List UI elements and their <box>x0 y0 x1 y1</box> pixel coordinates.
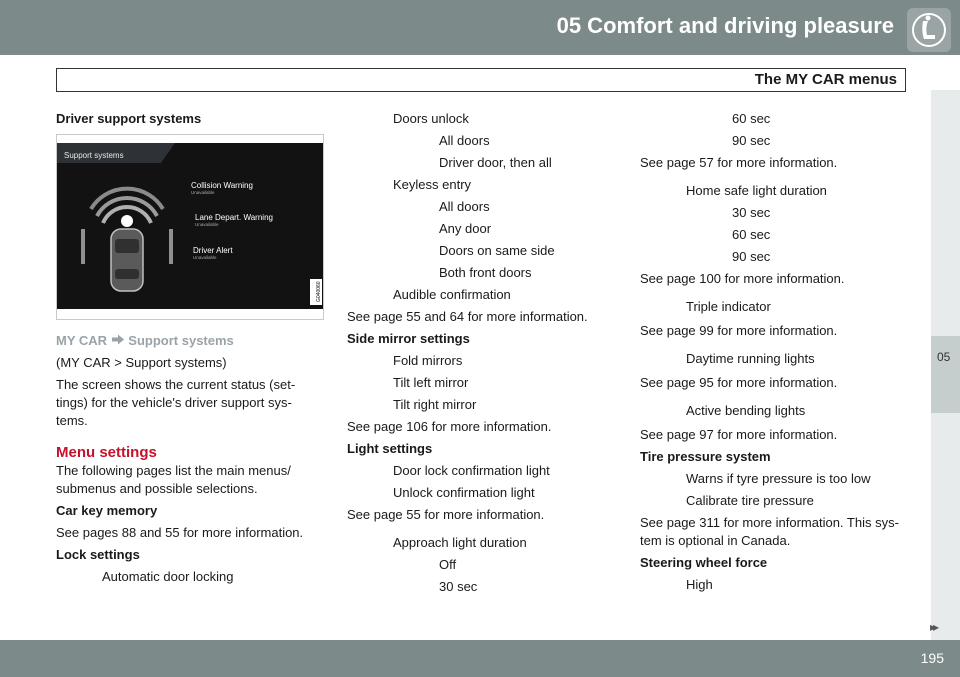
ref-page-100: See page 100 for more information. <box>640 271 845 286</box>
ref-page-55: See page 55 for more information. <box>347 507 545 522</box>
chapter-tab-label: 05 <box>937 350 951 364</box>
column-3 <box>640 110 915 594</box>
heading-driver-support: Driver support systems <box>56 111 202 126</box>
item-doors-unlock: Doors unlock <box>393 111 469 126</box>
ref-page-95: See page 95 for more information. <box>640 375 838 390</box>
ref-page-57: See page 57 for more information. <box>640 155 838 170</box>
item-warns-low-pressure: Warns if tyre pressure is too low <box>686 471 871 486</box>
option-high: High <box>686 577 713 592</box>
support-systems-description: The screen shows the current status (set-tings) for the vehicle's driver support sys-tems. <box>56 377 296 428</box>
feature-name: Lane Depart. Warning <box>195 213 273 222</box>
screen-display <box>57 143 323 309</box>
menu-path-text: (MY CAR > Support systems) <box>56 355 227 370</box>
ref-page-99: See page 99 for more information. <box>640 323 838 338</box>
feature-status: Unavailable <box>193 255 217 260</box>
section-title-bar <box>56 68 906 92</box>
heading-side-mirror-settings: Side mirror settings <box>347 331 470 346</box>
heading-steering-wheel-force: Steering wheel force <box>640 555 768 570</box>
feature-status: Unavailable <box>191 190 215 195</box>
chapter-tab-05[interactable] <box>931 336 960 413</box>
page-footer <box>0 640 960 677</box>
heading-tire-pressure-system: Tire pressure system <box>640 449 771 464</box>
crumb-my-car: MY CAR <box>56 333 108 348</box>
menu-settings-intro: The following pages list the main menus/ submenus and possible selections. <box>56 463 291 496</box>
item-home-safe-light: Home safe light duration <box>686 183 827 198</box>
image-reference-code: G040060 <box>310 279 322 305</box>
heading-light-settings: Light settings <box>347 441 433 456</box>
item-daytime-running-lights: Daytime running lights <box>686 351 815 366</box>
heading-car-key-memory: Car key memory <box>56 503 158 518</box>
item-tilt-right: Tilt right mirror <box>393 397 477 412</box>
item-door-lock-light: Door lock confirmation light <box>393 463 550 478</box>
option-90-sec: 90 sec <box>732 133 771 148</box>
option-any-door: Any door <box>439 221 492 236</box>
item-calibrate-tire-pressure: Calibrate tire pressure <box>686 493 814 508</box>
item-unlock-light: Unlock confirmation light <box>393 485 535 500</box>
column-1 <box>56 110 322 586</box>
item-approach-light: Approach light duration <box>393 535 527 550</box>
option-30-sec: 30 sec <box>732 205 771 220</box>
option-60-sec: 60 sec <box>732 227 771 242</box>
chapter-header <box>0 0 960 55</box>
arrow-right-icon <box>111 334 125 345</box>
ref-page-311: See page 311 for more information. This sys-tem is optional in Canada. <box>640 515 899 548</box>
seat-icon <box>907 8 951 52</box>
next-page-arrows-icon[interactable]: ▸▸ <box>930 620 937 634</box>
item-tilt-left: Tilt left mirror <box>393 375 469 390</box>
option-60-sec: 60 sec <box>732 111 771 126</box>
item-automatic-door-locking: Automatic door locking <box>102 569 234 584</box>
option-30-sec: 30 sec <box>439 579 478 594</box>
ref-page-55-64: See page 55 and 64 for more information. <box>347 309 588 324</box>
option-90-sec: 90 sec <box>732 249 771 264</box>
ref-page-97: See page 97 for more information. <box>640 427 838 442</box>
option-driver-door: Driver door, then all <box>439 155 552 170</box>
feature-name: Driver Alert <box>193 246 233 255</box>
feature-status: Unavailable <box>195 222 219 227</box>
feature-name: Collision Warning <box>191 181 253 190</box>
option-both-front: Both front doors <box>439 265 532 280</box>
car-sensor-icon <box>67 169 182 304</box>
item-audible-confirmation: Audible confirmation <box>393 287 511 302</box>
menu-path-breadcrumb <box>56 332 322 350</box>
option-all-doors: All doors <box>439 133 490 148</box>
chapter-title: 05 Comfort and driving pleasure <box>556 13 894 38</box>
item-triple-indicator: Triple indicator <box>686 299 771 314</box>
feature-driver-alert <box>193 246 233 261</box>
option-same-side: Doors on same side <box>439 243 555 258</box>
crumb-support-systems: Support systems <box>128 333 234 348</box>
ref-page-106: See page 106 for more information. <box>347 419 552 434</box>
section-title: The MY CAR menus <box>754 71 897 88</box>
screen-tab-label: Support systems <box>64 151 124 160</box>
item-keyless-entry: Keyless entry <box>393 177 472 192</box>
feature-collision-warning <box>191 181 253 196</box>
heading-menu-settings: Menu settings <box>56 444 157 461</box>
option-off: Off <box>439 557 457 572</box>
option-all-doors: All doors <box>439 199 490 214</box>
page-number: 195 <box>920 650 944 666</box>
column-2 <box>347 110 609 596</box>
item-fold-mirrors: Fold mirrors <box>393 353 463 368</box>
item-active-bending-lights: Active bending lights <box>686 403 806 418</box>
car-key-ref: See pages 88 and 55 for more information. <box>56 525 304 540</box>
feature-lane-depart-warning <box>195 213 273 228</box>
heading-lock-settings: Lock settings <box>56 547 140 562</box>
support-systems-screen-image <box>56 134 324 320</box>
